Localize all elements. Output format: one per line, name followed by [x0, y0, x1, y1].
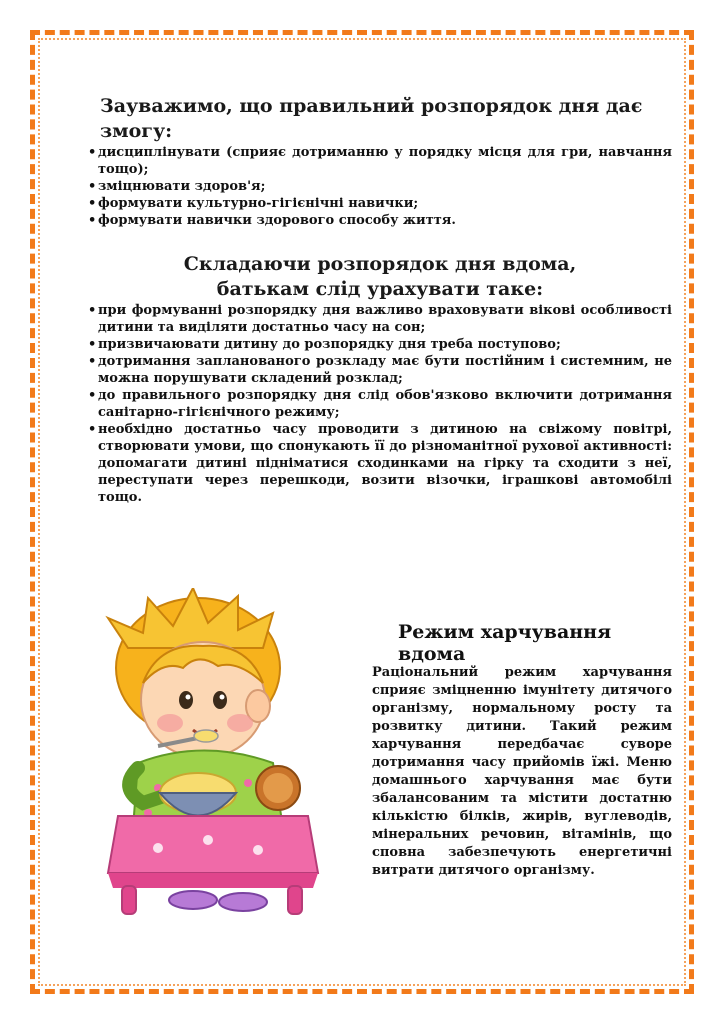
list-item: • призвичаювати дитину до розпорядку дня треба поступово; — [88, 336, 672, 353]
list-item: • до правильного розпорядку дня слід обов'язково включити дотримання санітарно-гігієнічного режиму; — [88, 387, 672, 421]
list-item: • необхідно достатньо часу проводити з дитиною на свіжому повітрі, створювати умови, що спонукають її до різноманітної рухової активності: допомагати дитині підніматися сходинками на гірку та сходити з неї, переступати через перешкоди, возити візочки, іграшкові автомобілі тощо. — [88, 421, 672, 506]
child-eating-illustration — [98, 588, 338, 918]
section2-heading-line1: Складаючи розпорядок дня вдома, — [183, 253, 577, 275]
list-item: • при формуванні розпорядку дня важливо враховувати вікові особливості дитини та виділяти достатньо часу на сон; — [88, 302, 672, 336]
list-item: • формувати культурно-гігієнічні навички; — [88, 195, 672, 212]
section2-heading — [88, 252, 672, 302]
section1-heading: Зауважимо, що правильний розпорядок дня дає змогу: — [100, 95, 643, 142]
section1-list — [88, 144, 672, 229]
section3-heading: Режим харчування вдома — [398, 621, 612, 665]
list-item: • формувати навички здорового способу життя. — [88, 212, 672, 229]
list-item: • дисциплінувати (сприяє дотриманню у порядку місця для гри, навчання тощо); — [88, 144, 672, 178]
list-item: • дотримання запланованого розкладу має бути постійним і системним, не можна порушувати складений розклад; — [88, 353, 672, 387]
section2-list — [88, 302, 672, 506]
section3-text: Раціональний режим харчування сприяє зміцненню імунітету дитячого організму, нормальному росту та розвитку дитини. Такий режим харчування передбачає суворе дотримання часу прийомів їжі. Меню домашнього харчування має бути збалансованим та містити достатню кількістю білків, жирів, вуглеводів, мінеральних речовин, вітамінів, що сповна забезпечують енергетичні витрати дитячого організму. — [372, 665, 672, 878]
section2-heading-line2: батькам слід урахувати таке: — [216, 278, 544, 300]
list-item: • зміцнювати здоров'я; — [88, 178, 672, 195]
main-content — [88, 94, 672, 506]
